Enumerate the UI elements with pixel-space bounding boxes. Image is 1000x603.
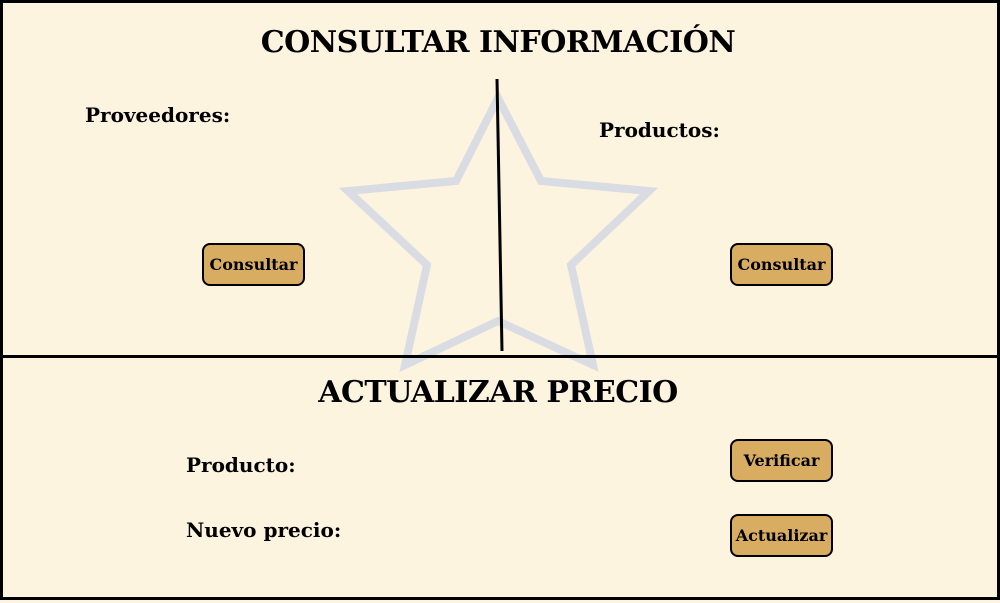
product-label: Producto: [186, 453, 296, 477]
consult-products-button[interactable]: Consultar [730, 243, 833, 286]
products-label: Productos: [599, 118, 720, 142]
vertical-divider [3, 3, 1000, 603]
update-price-button[interactable]: Actualizar [730, 514, 833, 557]
consult-providers-button[interactable]: Consultar [202, 243, 305, 286]
providers-label: Proveedores: [85, 103, 231, 127]
section-divider [3, 355, 1000, 358]
new-price-label: Nuevo precio: [186, 518, 342, 542]
verify-button[interactable]: Verificar [730, 439, 833, 482]
update-section-title: ACTUALIZAR PRECIO [318, 375, 678, 410]
consult-section-title: CONSULTAR INFORMACIÓN [260, 25, 736, 60]
